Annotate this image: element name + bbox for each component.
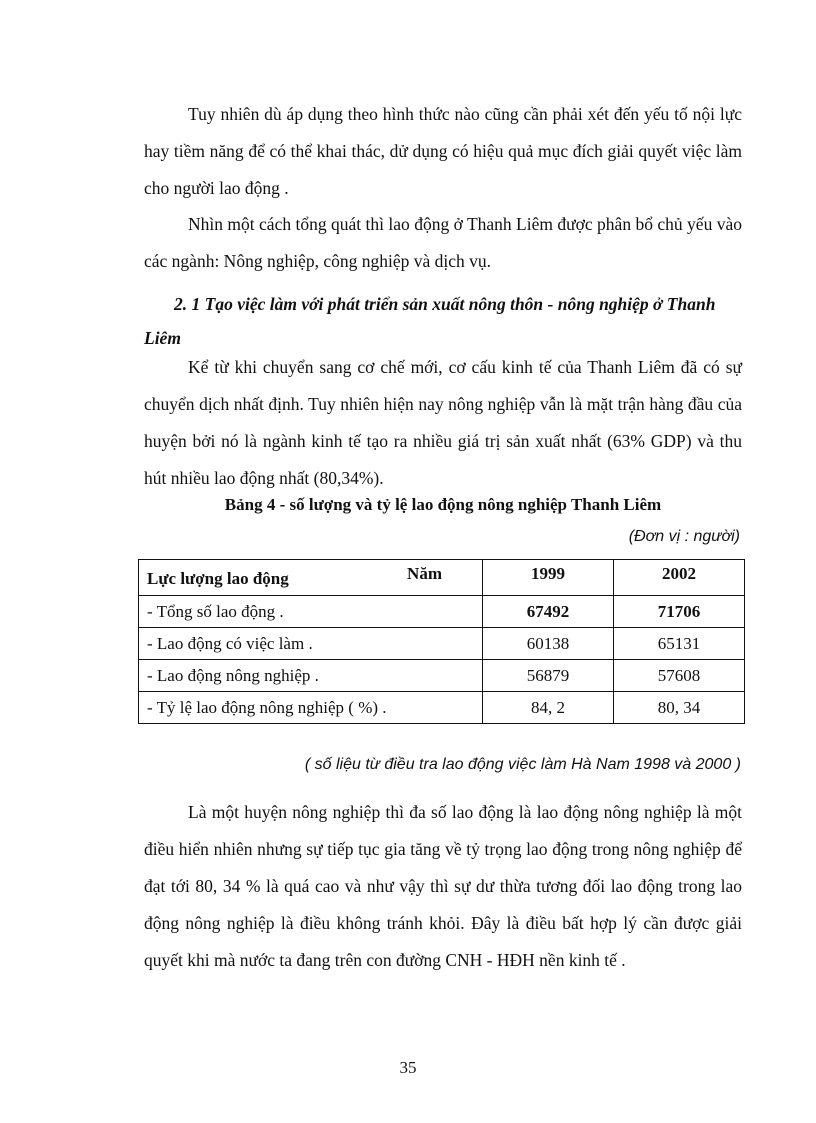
section-heading: 2. 1 Tạo việc làm với phát triển sản xuất nông thôn - nông nghiệp ở Thanh Liêm	[144, 294, 716, 348]
table-row	[139, 692, 745, 724]
table-row	[139, 660, 745, 692]
row-label: - Lao động có việc làm .	[139, 628, 483, 660]
table-row	[139, 628, 745, 660]
row-label: - Tỷ lệ lao động nông nghiệp ( %) .	[139, 692, 483, 724]
table-unit: (Đơn vị : người)	[628, 528, 740, 545]
paragraph-overview: Nhìn một cách tổng quát thì lao động ở Thanh Liêm được phân bổ chủ yếu vào các ngành: Nông nghiệp, công nghiệp và dịch vụ.	[144, 214, 742, 271]
table-source-note: ( số liệu từ điều tra lao động việc làm Hà Nam 1998 và 2000 )	[304, 756, 741, 773]
paragraph-conclusion: Là một huyện nông nghiệp thì đa số lao động là lao động nông nghiệp là một điều hiển nhiên nhưng sự tiếp tục gia tăng về tỷ trọng lao động trong nông nghiệp để đạt tới 80, 34 % là quá cao và như vậy thì sự dư thừa tương đối lao động trong lao động nông nghiệp là điều không tránh khỏi. Đây là điều bất hợp lý cần được giải quyết khi mà nước ta đang trên con đường CNH - HĐH nền kinh tế .	[144, 802, 742, 970]
cell-2002: 65131	[614, 628, 745, 660]
cell-2002: 71706	[614, 596, 745, 628]
page-number: 35	[399, 1058, 417, 1077]
table-caption: Bảng 4 - số lượng và tỷ lệ lao động nông nghiệp Thanh Liêm	[224, 495, 662, 514]
header-year-2002: 2002	[614, 560, 745, 596]
header-diagonal-cell	[139, 560, 483, 596]
paragraph-economy: Kể từ khi chuyển sang cơ chế mới, cơ cấu kinh tế của Thanh Liêm đã có sự chuyển dịch nhất định. Tuy nhiên hiện nay nông nghiệp vẫn là mặt trận hàng đầu của huyện bởi nó là ngành kinh tế tạo ra nhiều giá trị sản xuất nhất (63% GDP) và thu hút nhiều lao động nhất (80,34%).	[144, 357, 742, 488]
cell-2002: 80, 34	[614, 692, 745, 724]
row-label: - Lao động nông nghiệp .	[139, 660, 483, 692]
cell-1999: 60138	[483, 628, 614, 660]
cell-2002: 57608	[614, 660, 745, 692]
header-year-1999: 1999	[483, 560, 614, 596]
table-row	[139, 596, 745, 628]
header-force-label: Lực lượng lao động	[147, 569, 289, 588]
cell-1999: 67492	[483, 596, 614, 628]
cell-1999: 56879	[483, 660, 614, 692]
row-label: - Tổng số lao động .	[139, 596, 483, 628]
table-header-row	[139, 560, 745, 596]
paragraph-intro: Tuy nhiên dù áp dụng theo hình thức nào cũng cần phải xét đến yếu tố nội lực hay tiềm năng để có thể khai thác, dử dụng có hiệu quả mục đích giải quyết việc làm cho người lao động .	[144, 104, 742, 198]
cell-1999: 84, 2	[483, 692, 614, 724]
labor-table	[138, 559, 745, 724]
header-year-label: Năm	[407, 564, 442, 583]
